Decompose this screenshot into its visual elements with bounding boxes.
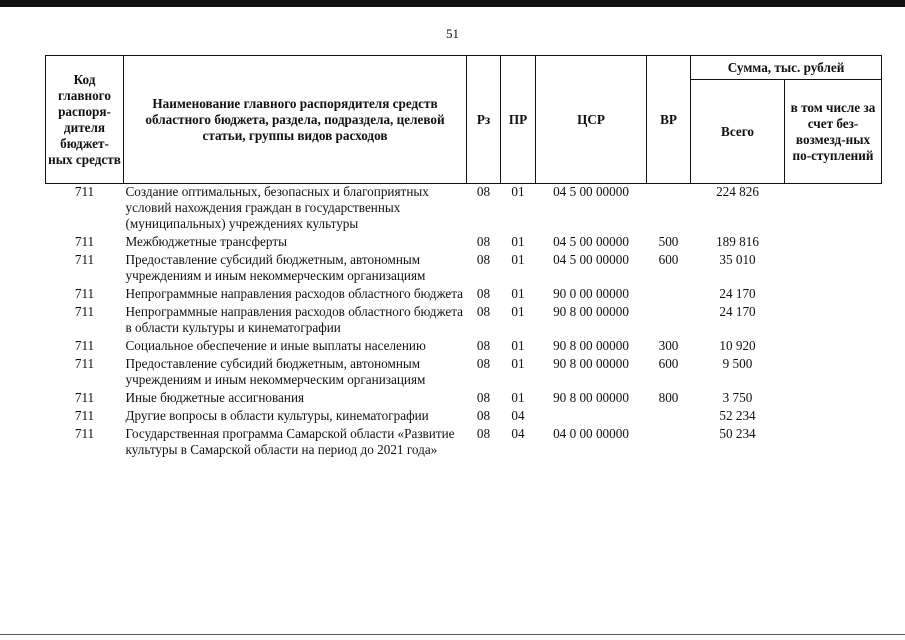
cell-vr: 600: [658, 252, 679, 267]
cell-code: 711: [74, 184, 95, 199]
cell-pr: 01: [511, 356, 525, 371]
cell-csr: 04 0 00 00000: [553, 426, 629, 441]
bottom-border-line: [0, 634, 905, 635]
table-header: [46, 56, 882, 184]
cell-total: 35 010: [719, 252, 756, 267]
cell-vr: 500: [658, 234, 679, 249]
cell-total: 189 816: [716, 234, 759, 249]
cell-rz: 08: [476, 286, 491, 301]
table-body: [46, 184, 882, 461]
cell-name: Предоставление субсидий бюджетным, автономным учреждениям и иным некоммерческим организациям: [125, 252, 426, 283]
cell-pr: 01: [511, 304, 525, 319]
cell-incl: [785, 426, 882, 460]
cell-name: Межбюджетные трансферты: [125, 234, 287, 249]
cell-incl: [785, 286, 882, 304]
header-total: Всего: [691, 80, 785, 184]
cell-pr: 01: [511, 286, 525, 301]
cell-rz: 08: [476, 234, 491, 249]
cell-name: Другие вопросы в области культуры, кинематографии: [125, 408, 429, 423]
cell-name: Государственная программа Самарской области «Развитие культуры в Самарской области на период до 2021 года»: [125, 426, 455, 457]
cell-pr: 01: [511, 338, 525, 353]
cell-pr: 01: [511, 184, 525, 199]
cell-csr: 04 5 00 00000: [553, 234, 629, 249]
cell-pr: 04: [511, 426, 525, 441]
header-sum: Сумма, тыс. рублей: [691, 56, 882, 80]
cell-vr: 600: [658, 356, 679, 371]
cell-code: 711: [74, 408, 95, 423]
cell-total: 24 170: [719, 286, 756, 301]
cell-rz: 08: [476, 304, 491, 319]
cell-total: 24 170: [719, 304, 756, 319]
cell-name: Непрограммные направления расходов областного бюджета в области культуры и кинематографии: [125, 304, 464, 335]
cell-pr: 04: [511, 408, 525, 423]
cell-code: 711: [74, 426, 95, 441]
cell-rz: 08: [476, 356, 491, 371]
cell-code: 711: [74, 356, 95, 371]
cell-code: 711: [74, 234, 95, 249]
cell-incl: [785, 338, 882, 356]
cell-total: 50 234: [719, 426, 756, 441]
cell-total: 224 826: [716, 184, 759, 199]
cell-total: 3 750: [722, 390, 753, 405]
table-row: [46, 390, 882, 408]
table-row: [46, 338, 882, 356]
cell-name: Иные бюджетные ассигнования: [125, 390, 305, 405]
cell-vr: [647, 286, 691, 304]
cell-rz: 08: [476, 408, 491, 423]
cell-incl: [785, 234, 882, 252]
cell-csr: 04 5 00 00000: [553, 252, 629, 267]
cell-name: Социальное обеспечение и иные выплаты населению: [125, 338, 426, 353]
cell-csr: 90 8 00 00000: [553, 390, 629, 405]
budget-table: [45, 55, 882, 460]
table-row: [46, 184, 882, 235]
table-row: [46, 356, 882, 390]
cell-vr: [647, 304, 691, 338]
cell-csr: 90 0 00 00000: [553, 286, 629, 301]
cell-rz: 08: [476, 338, 491, 353]
cell-pr: 01: [511, 234, 525, 249]
header-rz: Рз: [467, 56, 501, 184]
cell-pr: 01: [511, 390, 525, 405]
cell-incl: [785, 184, 882, 235]
header-incl: в том числе за счет без-возмезд-ных по-ступлений: [785, 80, 882, 184]
cell-csr: 04 5 00 00000: [553, 184, 629, 199]
cell-csr: 90 8 00 00000: [553, 356, 629, 371]
cell-total: 10 920: [719, 338, 756, 353]
cell-incl: [785, 390, 882, 408]
header-csr: ЦСР: [536, 56, 647, 184]
cell-vr: [647, 426, 691, 460]
cell-code: 711: [74, 286, 95, 301]
cell-name: Предоставление субсидий бюджетным, автономным учреждениям и иным некоммерческим организациям: [125, 356, 426, 387]
cell-vr: [647, 184, 691, 235]
cell-vr: 800: [658, 390, 679, 405]
cell-rz: 08: [476, 184, 491, 199]
cell-incl: [785, 356, 882, 390]
cell-code: 711: [74, 304, 95, 319]
cell-csr: [536, 408, 647, 426]
cell-code: 711: [74, 390, 95, 405]
page-number: 51: [446, 26, 459, 41]
top-border-bar: [0, 0, 905, 7]
cell-csr: 90 8 00 00000: [553, 338, 629, 353]
cell-total: 52 234: [719, 408, 756, 423]
cell-incl: [785, 252, 882, 286]
header-code: Код главного распоря-дителя бюджет-ных средств: [46, 56, 124, 184]
table-row: [46, 286, 882, 304]
cell-incl: [785, 304, 882, 338]
header-pr: ПР: [501, 56, 536, 184]
cell-total: 9 500: [722, 356, 753, 371]
cell-code: 711: [74, 252, 95, 267]
table-row: [46, 304, 882, 338]
cell-pr: 01: [511, 252, 525, 267]
cell-incl: [785, 408, 882, 426]
cell-vr: [647, 408, 691, 426]
cell-name: Непрограммные направления расходов областного бюджета: [125, 286, 464, 301]
cell-rz: 08: [476, 252, 491, 267]
cell-name: Создание оптимальных, безопасных и благоприятных условий нахождения граждан в государственных (муниципальных) учреждениях культуры: [125, 184, 429, 231]
cell-vr: 300: [658, 338, 679, 353]
cell-rz: 08: [476, 390, 491, 405]
cell-code: 711: [74, 338, 95, 353]
table-row: [46, 234, 882, 252]
header-vr: ВР: [647, 56, 691, 184]
table-row: [46, 426, 882, 460]
header-name: Наименование главного распорядителя средств областного бюджета, раздела, подраздела, целевой статьи, группы видов расходов: [124, 56, 467, 184]
cell-rz: 08: [476, 426, 491, 441]
table-row: [46, 252, 882, 286]
cell-csr: 90 8 00 00000: [553, 304, 629, 319]
table-row: [46, 408, 882, 426]
